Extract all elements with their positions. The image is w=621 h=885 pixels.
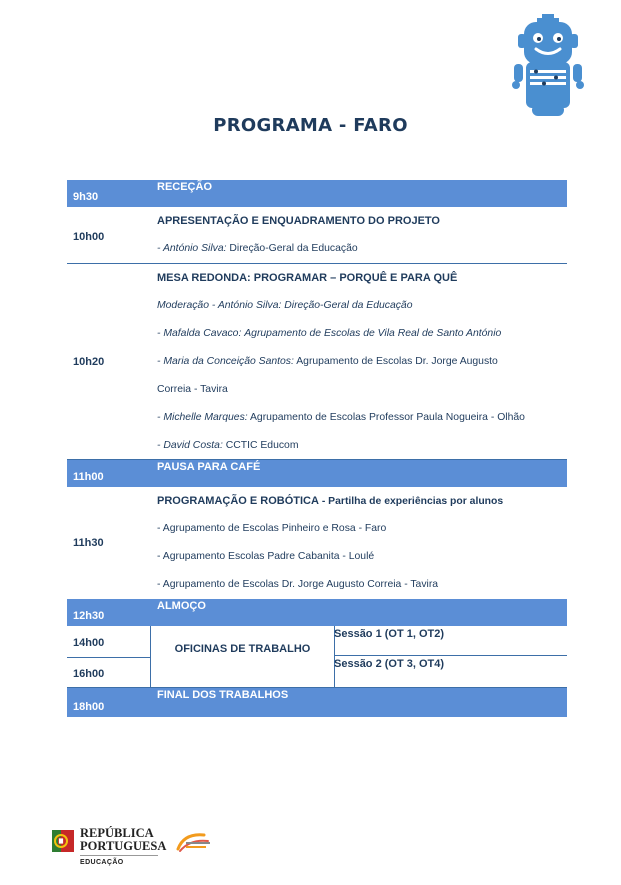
row-time: 16h00	[73, 668, 105, 680]
school-item: - Agrupamento de Escolas Pinheiro e Rosa - Faro	[157, 523, 387, 534]
speaker-line: - Maria da Conceição Santos: Agrupamento de Escolas Dr. Jorge Augusto	[157, 356, 498, 367]
row-heading: APRESENTAÇÃO E ENQUADRAMENTO DO PROJETO	[157, 215, 440, 227]
coat-of-arms-icon	[52, 828, 74, 854]
row-heading: PROGRAMAÇÃO E ROBÓTICA - Partilha de experiências por alunos	[157, 495, 504, 507]
schedule-row-almoco	[67, 599, 567, 626]
row-time: 18h00	[73, 701, 105, 713]
school-item: - Agrupamento de Escolas Dr. Jorge Augusto Correia - Tavira	[157, 579, 439, 590]
page-title: PROGRAMA - FARO	[213, 115, 408, 136]
session-1: Sessão 1 (OT 1, OT2)	[334, 628, 445, 640]
divider	[80, 855, 158, 856]
logo-text-line1: REPÚBLICA	[80, 826, 154, 840]
schedule-row-pausa	[67, 460, 567, 487]
row-heading: MESA REDONDA: PROGRAMAR – PORQUÊ E PARA QUÊ	[157, 272, 458, 284]
divider	[334, 655, 567, 656]
row-time: 12h30	[73, 610, 105, 622]
workshop-block	[67, 626, 567, 688]
workshop-label: OFICINAS DE TRABALHO	[174, 643, 311, 655]
moderation-line: Moderação - António Silva: Direção-Geral da Educação	[157, 300, 413, 311]
row-heading: FINAL DOS TRABALHOS	[157, 689, 289, 701]
row-time: 11h00	[73, 471, 104, 483]
schedule-row-programacao	[67, 487, 567, 599]
schedule-row-apresentacao	[67, 207, 567, 264]
republica-portuguesa-logo	[52, 826, 167, 870]
row-time: 10h00	[73, 231, 105, 243]
session-2: Sessão 2 (OT 3, OT4)	[334, 658, 445, 670]
schedule-row-final	[67, 688, 567, 717]
logo-text-line3: EDUCAÇÃO	[80, 859, 124, 866]
row-time: 11h30	[73, 537, 104, 549]
row-heading: PAUSA PARA CAFÉ	[157, 461, 261, 473]
logo-text-line2: PORTUGUESA	[80, 839, 167, 853]
robot-illustration	[512, 14, 584, 118]
workshop-label-cell	[150, 626, 335, 687]
speaker-line: - António Silva: Direção-Geral da Educação	[157, 243, 358, 254]
schedule-row-rececao	[67, 180, 567, 207]
row-time: 14h00	[73, 637, 105, 649]
speaker-line-cont: Correia - Tavira	[157, 384, 228, 395]
school-item: - Agrupamento Escolas Padre Cabanita - Loulé	[157, 551, 375, 562]
schedule-row-mesa-redonda	[67, 264, 567, 460]
speaker-line: - Mafalda Cavaco: Agrupamento de Escolas de Vila Real de Santo António	[157, 328, 502, 339]
row-time: 9h30	[73, 191, 99, 203]
divider	[67, 657, 150, 658]
row-heading: ALMOÇO	[157, 600, 206, 612]
row-heading: RECEÇÃO	[157, 181, 213, 193]
speaker-line: - David Costa: CCTIC Educom	[157, 440, 299, 451]
dge-logo	[174, 829, 214, 855]
schedule-table	[67, 180, 567, 717]
row-time: 10h20	[73, 356, 105, 368]
speaker-line: - Michelle Marques: Agrupamento de Escolas Professor Paula Nogueira - Olhão	[157, 412, 525, 423]
